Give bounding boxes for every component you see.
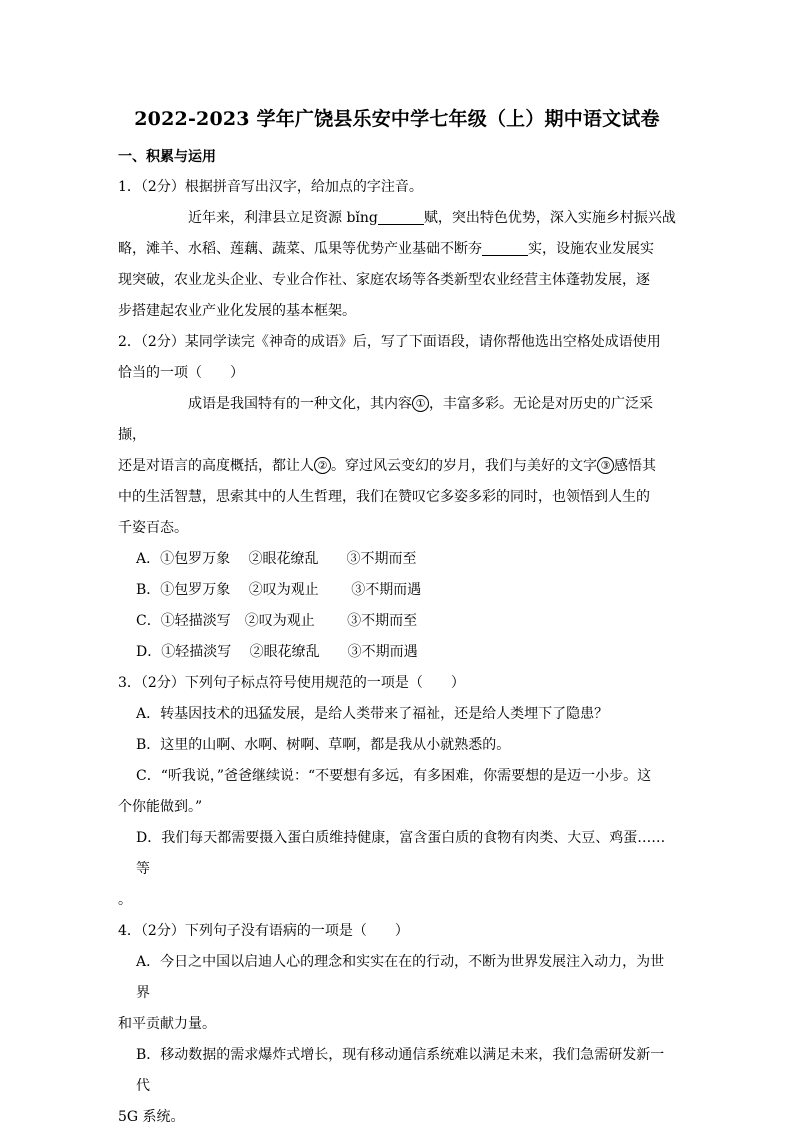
- q2-text: ，丰富多彩。无论是对历史的广泛采撷，: [118, 396, 653, 443]
- q2-text: 。穿过风云变幻的岁月，我们与美好的文字: [331, 458, 597, 474]
- option-b[interactable]: B．①包罗万象 ②叹为观止 ③不期而遇: [136, 582, 422, 598]
- option-b[interactable]: B．这里的山啊、水啊、树啊、草啊，都是我从小就熟悉的。: [136, 737, 511, 753]
- circled-number: ①: [412, 395, 429, 412]
- question-2-passage-line: 中的生活智慧，思索其中的人生哲理，我们在赞叹它多姿多彩的同时，也领悟到人生的: [118, 489, 650, 505]
- q2-text: 感悟其: [614, 458, 656, 474]
- exam-title: 2022-2023 学年广饶县乐安中学七年级（上）期中语文试卷: [134, 108, 660, 130]
- option-c-cont: 个你能做到。”: [118, 799, 203, 815]
- option-a[interactable]: A．①包罗万象 ②眼花缭乱 ③不期而至: [136, 551, 417, 567]
- exam-content: [118, 172, 678, 1133]
- answer-blank[interactable]: [378, 208, 424, 225]
- option-d[interactable]: D．①轻描淡写 ②眼花缭乱 ③不期而遇: [136, 644, 418, 660]
- question-1-head: 1．（2分）根据拼音写出汉字，给加点的字注音。: [118, 179, 423, 195]
- question-1-line: 现突破，农业龙头企业、专业合作社、家庭农场等各类新型农业经营主体蓬勃发展，逐: [118, 272, 650, 288]
- answer-blank[interactable]: [482, 239, 528, 256]
- option-a[interactable]: A．今日之中国以启迪人心的理念和实实在在的行动，不断为世界发展注入动力，为世界: [136, 954, 665, 1001]
- q1-text: 实，设施农业发展实: [528, 241, 654, 257]
- option-d-cont: 。: [118, 892, 132, 908]
- question-4-head: 4．（2分）下列句子没有语病的一项是（ ）: [118, 923, 409, 939]
- question-2-head: 2．（2分）某同学读完《神奇的成语》后，写了下面语段，请你帮他选出空格处成语使用: [118, 334, 661, 350]
- q1-text: 赋，突出特色优势，深入实施乡村振兴战: [423, 210, 676, 226]
- option-a-cont: 和平贡献力量。: [118, 1016, 216, 1032]
- circled-number: ②: [314, 457, 331, 474]
- question-1-line: [118, 203, 678, 234]
- circled-number: ③: [597, 457, 614, 474]
- option-a[interactable]: A．转基因技术的迅猛发展，是给人类带来了福祉，还是给人类埋下了隐患？: [136, 706, 609, 722]
- option-d[interactable]: D．我们每天都需要摄入蛋白质维持健康，富含蛋白质的食物有肉类、大豆、鸡蛋……等: [136, 830, 666, 877]
- option-b-cont: 5G 系统。: [118, 1109, 185, 1125]
- q1-text: 略，滩羊、水稻、莲藕、蔬菜、瓜果等优势产业基础不断夯: [118, 241, 482, 257]
- question-2-passage-line: [118, 389, 678, 451]
- option-c[interactable]: C．“听我说，”爸爸继续说：“不要想有多远，有多困难，你需要想的是迈一小步。这: [136, 768, 652, 784]
- question-3-head: 3．（2分）下列句子标点符号使用规范的一项是（ ）: [118, 675, 465, 691]
- q1-text: 近年来，利津县立足资源 bǐng: [188, 210, 378, 226]
- question-1-line: [118, 234, 678, 265]
- section-heading: 一、积累与运用: [118, 149, 216, 165]
- question-2-passage-line: 千姿百态。: [118, 520, 188, 536]
- q2-text: 成语是我国特有的一种文化，其内容: [188, 396, 412, 412]
- question-1-line: 步搭建起农业产业化发展的基本框架。: [118, 303, 356, 319]
- question-2-head-cont: 恰当的一项（ ）: [118, 365, 244, 381]
- question-2-passage-line: [118, 451, 678, 482]
- option-b[interactable]: B．移动数据的需求爆炸式增长，现有移动通信系统难以满足未来，我们急需研发新一代: [136, 1047, 665, 1094]
- q2-text: 还是对语言的高度概括，都让人: [118, 458, 314, 474]
- option-c[interactable]: C．①轻描淡写 ②叹为观止 ③不期而至: [136, 613, 418, 629]
